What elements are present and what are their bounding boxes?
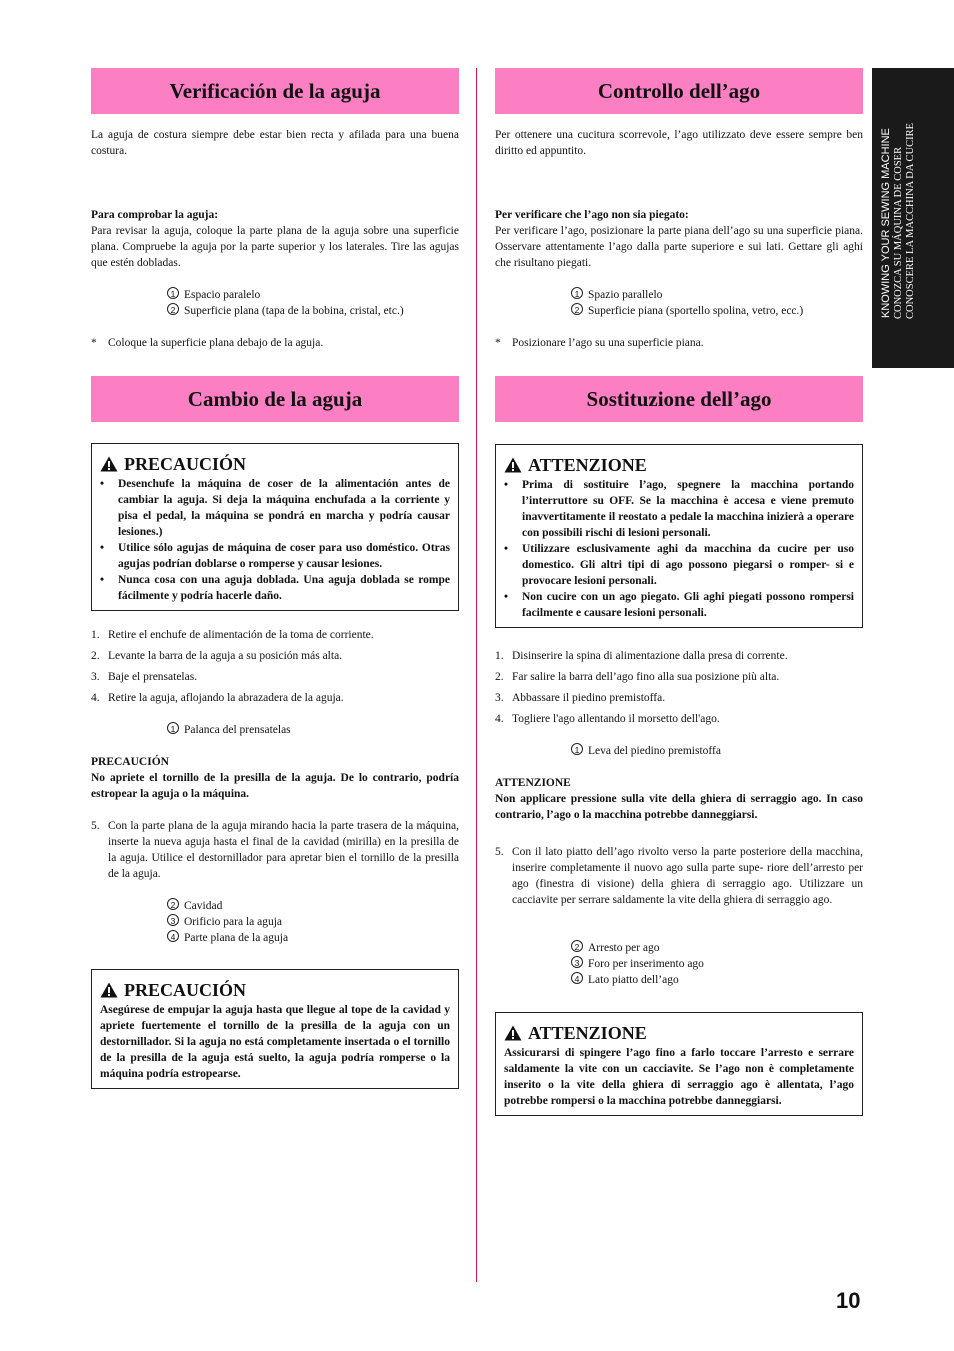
inline-caution-title: ATTENZIONE [495,777,571,789]
caution-title: PRECAUCIÓN [100,979,450,1001]
caption-item: 1 Leva del piedino premistoffa [571,743,939,759]
caption-number: 1 [571,287,583,299]
inline-caution-title: PRECAUCIÓN [91,756,169,768]
caution-item: • Prima di sostituire l’ago, spegnere la macchina portando l’interruttore su OFF. Se la macchina è accesa e viene premuto inavvertitamente il reostato a pedale la macchina inizierà a operare con possibili rischi di lesioni personali. [504,479,854,539]
chapter-tab [872,68,954,368]
warning-triangle-icon [100,982,118,998]
inline-caution [495,775,863,823]
caption-item: 1 Palanca del prensatelas [167,722,535,738]
caution-item: • Desenchufe la máquina de coser de la alimentación antes de cambiar la aguja. Si deja la máquina enchufada a la corriente y pisa el pedal, la máquina se pondrá en marcha y podría causar lesiones.) [100,478,450,538]
check-instructions [91,207,459,271]
page-number: 10 [836,1288,861,1313]
check-body: Per verificare l’ago, posizionare la parte piana dell’ago su una superficie piana. Osservare attentamente l’ago dalla parte superiore e sui lati. Gettare gli aghi che risultano piegati. [495,225,863,269]
step-item: 2. Levante la barra de la aguja a su posición más alta. [91,650,343,662]
caption-item: 4 Parte plana de la aguja [167,930,535,946]
step5 [91,818,459,887]
check-instructions [495,207,863,271]
caution-item: • Utilice sólo agujas de máquina de coser para uso doméstico. Otras agujas podrían doblarse o romperse y causar lesiones. [100,542,450,570]
caution-item: • Nunca cosa con una aguja doblada. Una aguja doblada se rompe fácilmente y podría hacerle daño. [100,574,450,602]
step5 [495,844,863,913]
check-captions [91,287,535,319]
step5-captions [91,898,535,946]
caption-item: 3 Orificio para la aguja [167,914,535,930]
caption-number: 2 [167,898,179,910]
caption-item: 2 Superficie plana (tapa de la bobina, cristal, etc.) [167,303,535,319]
caution-box-2 [91,969,459,1089]
caption-item: 2 Arresto per ago [571,940,939,956]
step-item: 1. Disinserire la spina di alimentazione dalla presa di corrente. [495,650,788,662]
caption-number: 4 [571,972,583,984]
caution-item: • Utilizzare esclusivamente aghi da macchina da cucire per uso domestico. Gli altri tipi di ago possono piegarsi o romper- si e provocare lesioni personali. [504,543,854,587]
step5-captions [495,940,939,988]
step-item: 1. Retire el enchufe de alimentación de la toma de corriente. [91,629,374,641]
inline-caution-text: No apriete el tornillo de la presilla de la aguja. De lo contrario, podría estropear la aguja o la máquina. [91,772,459,800]
step-item: 2. Far salire la barra dell’ago fino alla sua posizione più alta. [495,671,780,683]
caution-box [495,444,863,628]
inline-caution-text: Non applicare pressione sulla vite della ghiera di serraggio ago. In caso contrario, l’ago o la macchina potrebbe danneggiarsi. [495,793,863,821]
caption-number: 1 [167,722,179,734]
caption-number: 2 [571,303,583,315]
caution-list [504,477,854,621]
section-header-check: Verificación de la aguja [91,68,459,114]
check-subheading: Per verificare che l’ago non sia piegato: [495,209,689,221]
caution-text: Assicurarsi di spingere l’ago fino a farlo toccare l’arresto e serrare saldamente la vite con un cacciavite. Se l’ago non è completamente inserito o la vite della ghiera di serraggio ago è allentata, l’ago potrebbe rompersi o la macchina potrebbe danneggiarsi. [504,1047,854,1107]
step4-caption [495,743,939,759]
caution-text: Asegúrese de empujar la aguja hasta que llegue al tope de la cavidad y apriete fuertemente el tornillo de la presilla de la aguja con un destornillador. Si la aguja no está completamente insertada o el tornillo de la presilla de la aguja está suelto, la aguja podría romperse o la máquina podría estropearse. [100,1004,450,1080]
step4-caption [91,722,535,738]
caption-number: 2 [571,940,583,952]
check-subheading: Para comprobar la aguja: [91,209,219,221]
step-item: 5. Con la parte plana de la aguja mirando hacia la parte trasera de la máquina, inserte la nueva aguja hasta el final de la cavidad (mirilla) en la presilla de la aguja. Utilice el destornillador para apretar bien el tornillo de la presilla de la aguja. [91,820,459,880]
caution-title: ATTENZIONE [504,454,854,476]
section-header-check: Controllo dell’ago [495,68,863,114]
step-item: 4. Retire la aguja, aflojando la abrazadera de la aguja. [91,692,344,704]
caption-item: 2 Superficie piana (sportello spolina, vetro, ecc.) [571,303,939,319]
caption-number: 1 [571,743,583,755]
caption-number: 4 [167,930,179,942]
caution-title: PRECAUCIÓN [100,453,450,475]
step-item: 3. Abbassare il piedino premistoffa. [495,692,666,704]
step-item: 5. Con il lato piatto dell’ago rivolto verso la parte posteriore della macchina, inserire completamente il nuovo ago sulla parte supe- riore dell’arresto per ago (finestra di visione) della ghiera di serraggio ago. Utilizzare un cacciavite per serrare saldamente la vite della ghiera di serraggio ago. [495,846,863,906]
chapter-tab-english: KNOWING YOUR SEWING MACHINE [880,128,892,318]
caption-number: 2 [167,303,179,315]
section-header-change: Cambio de la aguja [91,376,459,422]
warning-triangle-icon [504,457,522,473]
caution-box-2 [495,1012,863,1116]
warning-triangle-icon [100,456,118,472]
caption-item: 3 Foro per inserimento ago [571,956,939,972]
check-intro: Per ottenere una cucitura scorrevole, l’ago utilizzato deve essere sempre ben diritto ed appuntito. [495,129,863,157]
section-header-change: Sostituzione dell’ago [495,376,863,422]
check-intro: La aguja de costura siempre debe estar bien recta y afilada para una buena costura. [91,129,459,157]
steps-list [91,627,459,711]
check-note: * Coloque la superficie plana debajo de la aguja. [91,337,324,349]
caption-item: 1 Espacio paralelo [167,287,535,303]
caution-title: ATTENZIONE [504,1022,854,1044]
caution-list [100,476,450,604]
step-item: 3. Baje el prensatelas. [91,671,198,683]
caption-number: 3 [571,956,583,968]
caption-item: 4 Lato piatto dell’ago [571,972,939,988]
caption-item: 1 Spazio parallelo [571,287,939,303]
caution-box [91,443,459,611]
step-item: 4. Togliere l'ago allentando il morsetto dell'ago. [495,713,720,725]
check-note: * Posizionare l’ago su una superficie piana. [495,337,704,349]
steps-list [495,648,863,732]
caution-item: • Non cucire con un ago piegato. Gli aghi piegati possono rompersi facilmente e causare lesioni personali. [504,591,854,619]
chapter-tab-spanish: CONOZCA SU MÁQUINA DE COSER [893,146,904,319]
inline-caution [91,754,459,802]
chapter-tab-italian: CONOSCERE LA MACCHINA DA CUCIRE [905,122,916,319]
caption-number: 1 [167,287,179,299]
check-body: Para revisar la aguja, coloque la parte plana de la aguja sobre una superficie plana. Compruebe la aguja por la parte superior y los laterales. Tire las agujas que estén dobladas. [91,225,459,269]
warning-triangle-icon [504,1025,522,1041]
caption-number: 3 [167,914,179,926]
caption-item: 2 Cavidad [167,898,535,914]
column-divider [476,68,477,1282]
